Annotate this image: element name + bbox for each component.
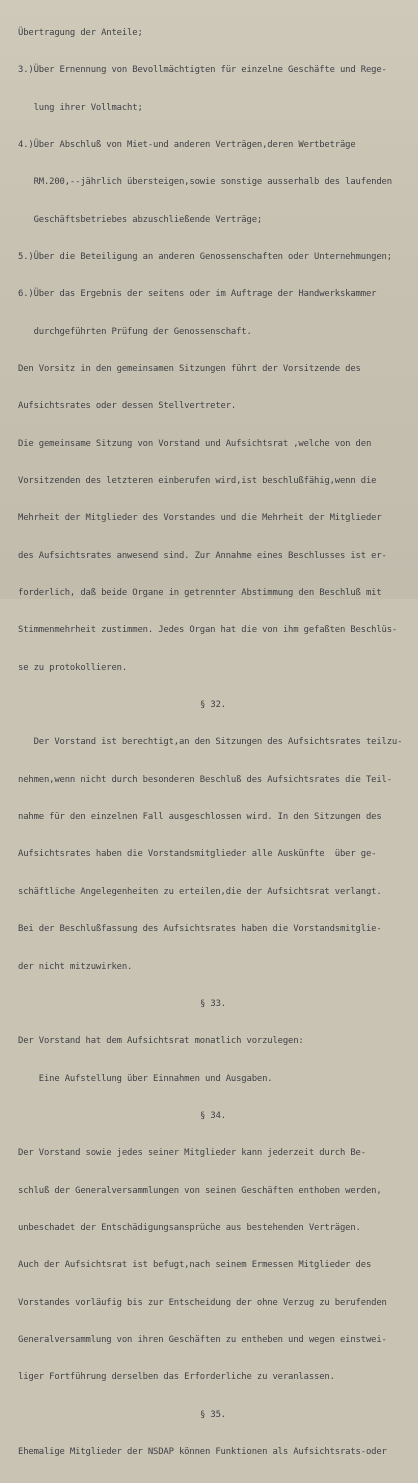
text-line: Vorstandes vorläufig bis zur Entscheidung der ohne Verzug zu berufenden — [18, 1297, 387, 1308]
text-line: 3.)Über Ernennung von Bevollmächtigten für einzelne Geschäfte und Rege- — [18, 65, 387, 76]
text-line: Den Vorsitz in den gemeinsamen Sitzungen führt der Vorsitzende des — [18, 364, 361, 374]
text-line: Der Vorstand sowie jedes seiner Mitglieder kann jederzeit durch Be- — [18, 1148, 366, 1159]
text-line: der nicht mitzuwirken. — [18, 961, 133, 972]
text-line: nehmen,wenn nicht durch besonderen Beschluß des Aufsichtsrates die Teil- — [18, 774, 392, 785]
text-line: unbeschadet der Entschädigungsansprüche aus bestehenden Verträgen. — [18, 1222, 361, 1233]
text-line: 5.)Über die Beteiligung an anderen Genossenschaften oder Unternehmungen; — [18, 251, 392, 262]
text-line: Eine Aufstellung über Einnahmen und Ausgaben. — [18, 1073, 273, 1084]
text-line: Der Vorstand hat dem Aufsichtsrat monatlich vorzulegen: — [18, 1036, 304, 1047]
section-heading: § 33. — [200, 998, 226, 1009]
text-line: liger Fortführung derselben das Erforderliche zu veranlassen. — [18, 1372, 335, 1383]
text-line: RM.200,--jährlich übersteigen,sowie sonstige ausserhalb des laufenden — [18, 177, 392, 188]
text-line: Übertragung der Anteile; — [18, 27, 143, 38]
text-line: Generalversammlung von ihren Geschäften zu entheben und wegen einstwei- — [18, 1334, 387, 1345]
text-line: 4.)Über Abschluß von Miet-und anderen Verträgen,deren Wertbeträge — [18, 139, 356, 150]
text-line: Aufsichtsrates haben die Vorstandsmitglieder alle Auskünfte über ge- — [18, 849, 377, 860]
text-line: Auch der Aufsichtsrat ist befugt,nach seinem Ermessen Mitglieder des — [18, 1260, 372, 1271]
text-line: 6.)Über das Ergebnis der seitens oder im Auftrage der Handwerkskammer — [18, 289, 377, 300]
document-text — [18, 2, 408, 1483]
text-line: schluß der Generalversammlungen von seinen Geschäften enthoben werden, — [18, 1185, 382, 1196]
text-line: Mehrheit der Mitglieder des Vorstandes und die Mehrheit der Mitglieder — [18, 513, 382, 524]
section-heading: § 35. — [200, 1409, 226, 1420]
text-line: lung ihrer Vollmacht; — [18, 102, 143, 113]
text-line: nahme für den einzelnen Fall ausgeschlossen wird. In den Sitzungen des — [18, 812, 382, 823]
section-heading: § 34. — [200, 1110, 226, 1121]
text-line: Die gemeinsame Sitzung von Vorstand und Aufsichtsrat ,welche von den — [18, 438, 372, 449]
text-line: Der Vorstand ist berechtigt,an den Sitzungen des Aufsichtsrates teilzu- — [18, 737, 403, 748]
text-line: durchgeführten Prüfung der Genossenschaft. — [18, 326, 252, 337]
text-line: Vorsitzenden des letzteren einberufen wird,ist beschlußfähig,wenn die — [18, 476, 377, 487]
text-line: des Aufsichtsrates anwesend sind. Zur Annahme eines Beschlusses ist er- — [18, 550, 387, 561]
text-line: Bei der Beschlußfassung des Aufsichtsrates haben die Vorstandsmitglie- — [18, 924, 382, 935]
text-line: Ehemalige Mitglieder der NSDAP können Funktionen als Aufsichtsrats-oder — [18, 1446, 387, 1457]
text-line: se zu protokollieren. — [18, 662, 128, 673]
text-line: Geschäftsbetriebes abzuschließende Verträge; — [18, 214, 263, 225]
section-heading: § 32. — [200, 700, 226, 711]
text-line: Aufsichtsrates oder dessen Stellvertreter. — [18, 401, 237, 412]
text-line: schäftliche Angelegenheiten zu erteilen,die der Aufsichtsrat verlangt. — [18, 886, 382, 897]
text-line: Stimmenmehrheit zustimmen. Jedes Organ hat die von ihm gefaßten Beschlüs- — [18, 625, 398, 636]
text-line: forderlich, daß beide Organe in getrennter Abstimmung den Beschluß mit — [18, 588, 382, 599]
